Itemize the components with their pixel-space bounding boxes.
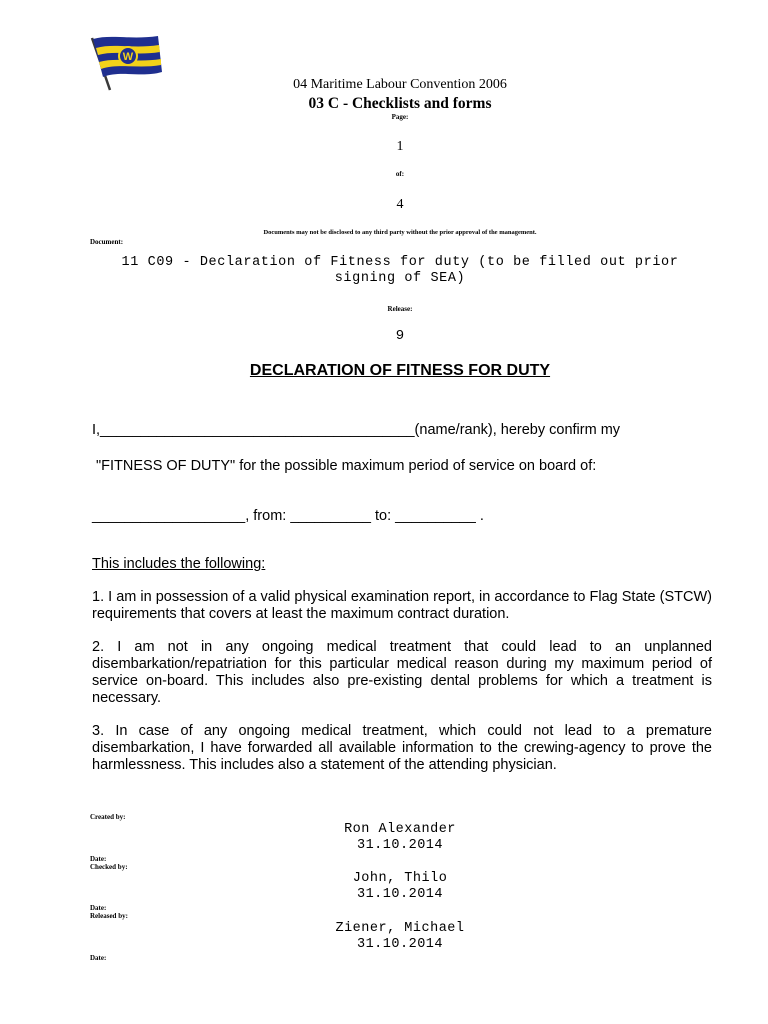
page-label: Page:	[391, 113, 409, 121]
page-total: 4	[396, 197, 404, 212]
release-number: 9	[395, 328, 405, 344]
created-by-label: Created by:	[90, 813, 126, 821]
section-title: 03 C - Checklists and forms	[308, 95, 492, 112]
svg-text:W: W	[122, 51, 134, 63]
disclaimer: Documents may not be disclosed to any third party without the prior approval of the management.	[263, 229, 537, 236]
declaration-line-3: ___________________, from: __________ to: __________ .	[92, 508, 484, 524]
date-label-2: Date:	[90, 904, 107, 912]
declaration-line-1: I,_______________________________________(name/rank), hereby confirm my	[92, 422, 621, 438]
page-number: 1	[396, 139, 404, 154]
date-label-3: Date:	[90, 954, 107, 962]
item-2: 2. I am not in any ongoing medical treatment that could lead to an unplanned disembarkation/repatriation for this particular medical reason during my maximum period of service on-board. This includes also pre-existing dental problems for which a treatment is necessary.	[92, 639, 712, 706]
date-label-1: Date:	[90, 855, 107, 863]
checked-date: 31.10.2014	[356, 887, 443, 902]
checked-by-name: John, Thilo	[352, 871, 448, 886]
item-1: 1. I am in possession of a valid physical examination report, in accordance to Flag State (STCW) requirements that covers at least the maximum contract duration.	[92, 589, 712, 622]
released-by-name: Ziener, Michael	[335, 921, 465, 936]
document-title: 11 C09 - Declaration of Fitness for duty (to be filled out prior signing of SEA)	[121, 255, 679, 286]
released-date: 31.10.2014	[356, 937, 443, 952]
includes-heading: This includes the following:	[92, 556, 266, 572]
convention-title: 04 Maritime Labour Convention 2006	[293, 77, 507, 92]
release-label: Release:	[387, 305, 413, 313]
form-heading: DECLARATION OF FITNESS FOR DUTY	[249, 362, 551, 379]
released-by-label: Released by:	[90, 912, 128, 920]
created-date: 31.10.2014	[356, 838, 443, 853]
of-label: of:	[395, 170, 405, 178]
checked-by-label: Checked by:	[90, 863, 128, 871]
created-by-name: Ron Alexander	[344, 822, 456, 837]
document-label: Document:	[90, 238, 124, 246]
item-3: 3. In case of any ongoing medical treatment, which could not lead to a premature disembarkation, I have forwarded all available information to the crewing-agency to prove the harmlessness. This includes also a statement of the attending physician.	[92, 723, 712, 773]
declaration-line-2: "FITNESS OF DUTY" for the possible maximum period of service on board of:	[96, 458, 597, 474]
